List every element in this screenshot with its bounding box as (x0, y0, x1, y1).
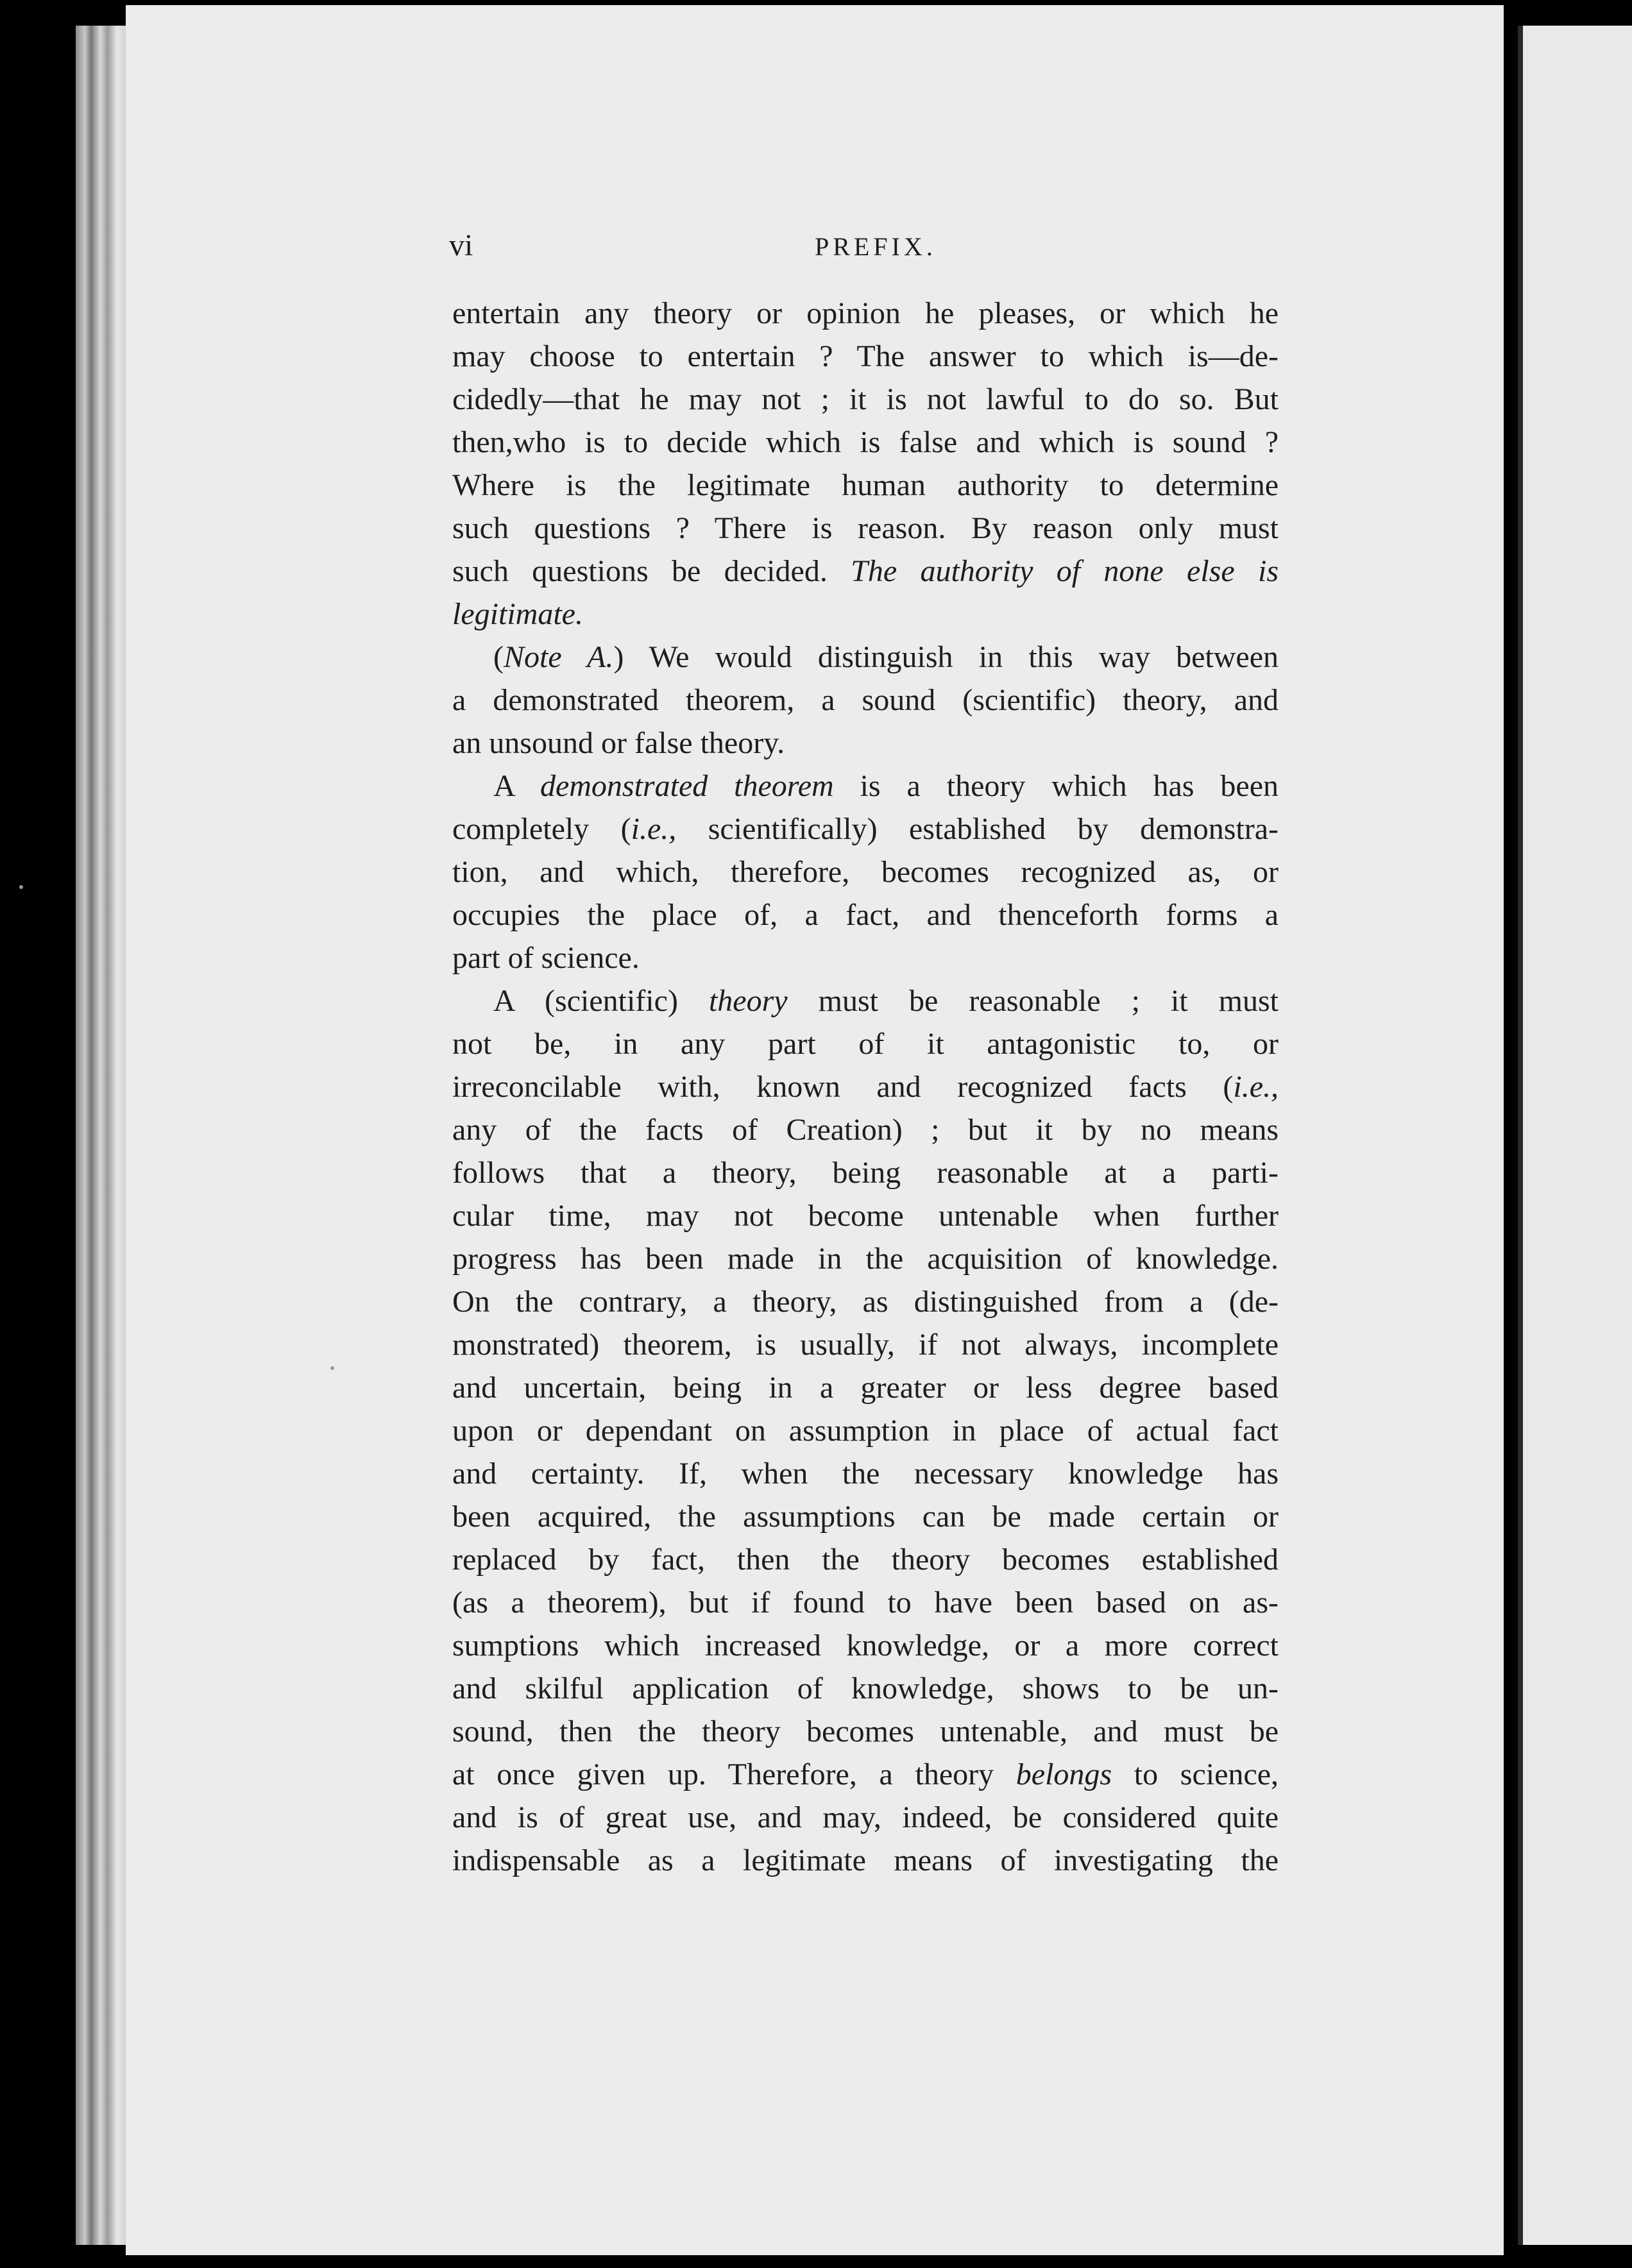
text-line: progress has been made in the acquisition of knowledge. (452, 1242, 1279, 1276)
text-line: and skilful application of knowledge, shows to be un- (452, 1671, 1279, 1705)
text-line (452, 593, 1279, 636)
text-line: any of the facts of Creation) ; but it by no means (452, 1113, 1279, 1147)
text-line: A demonstrated theorem is a theory which has been (493, 769, 1279, 803)
running-head: PREFIX. (815, 232, 937, 261)
text-line: such questions ? There is reason. By reason only must (452, 511, 1279, 545)
text-line: occupies the place of, a fact, and thenceforth forms a (452, 898, 1279, 932)
italic-phrase: theory (708, 984, 788, 1018)
text-line: a demonstrated theorem, a sound (scientific) theory, and (452, 683, 1279, 717)
page-number: vi (449, 228, 473, 262)
italic-phrase: i.e., (1233, 1070, 1279, 1104)
text-line: replaced by fact, then the theory becomes established (452, 1543, 1279, 1577)
text-line: irreconcilable with, known and recognized facts (i.e., (452, 1070, 1279, 1104)
facing-page-sliver (1518, 26, 1632, 2245)
text-line: and uncertain, being in a greater or less degree based (452, 1371, 1279, 1405)
scan-speck (330, 1366, 334, 1370)
scan-speck (19, 885, 23, 889)
text-line: an unsound or false theory. (452, 726, 785, 760)
text-line: sound, then the theory becomes untenable, and must be (452, 1714, 1279, 1748)
page-header (449, 228, 1283, 279)
text-line: may choose to entertain ? The answer to which is—de- (452, 339, 1279, 373)
text-line: cular time, may not become untenable when further (452, 1199, 1279, 1233)
italic-phrase: The authority of none else is (851, 554, 1279, 588)
book-spine-edge (76, 26, 127, 2245)
italic-phrase: belongs (1016, 1757, 1112, 1791)
text-line: monstrated) theorem, is usually, if not always, incomplete (452, 1328, 1279, 1362)
text-line: part of science. (452, 941, 640, 975)
text-line: and is of great use, and may, indeed, be considered quite (452, 1800, 1279, 1834)
text-line: (as a theorem), but if found to have been based on as- (452, 1586, 1279, 1620)
italic-phrase: demonstrated theorem (540, 769, 834, 803)
text-line: Where is the legitimate human authority to determine (452, 468, 1279, 502)
italic-phrase: i.e., (631, 812, 677, 846)
text-line: cidedly—that he may not ; it is not lawful to do so. But (452, 382, 1279, 416)
text-line: sumptions which increased knowledge, or a more correct (452, 1629, 1279, 1663)
text-line: completely (i.e., scientifically) established by demonstra- (452, 812, 1279, 846)
text-line: follows that a theory, being reasonable at a parti- (452, 1156, 1279, 1190)
text-line: (Note A.) We would distinguish in this way between (493, 640, 1279, 674)
text-line: On the contrary, a theory, as distinguished from a (de- (452, 1285, 1279, 1319)
italic-phrase: Note A. (503, 640, 614, 674)
text-line: indispensable as a legitimate means of investigating the (452, 1843, 1279, 1877)
text-line: then,who is to decide which is false and which is sound ? (452, 425, 1279, 459)
text-line: and certainty. If, when the necessary knowledge has (452, 1457, 1279, 1491)
text-line: not be, in any part of it antagonistic to, or (452, 1027, 1279, 1061)
text-line: entertain any theory or opinion he pleases, or which he (452, 296, 1279, 330)
body-text (452, 292, 1279, 1882)
text-line: such questions be decided. The authority of none else is (452, 554, 1279, 588)
text-line: at once given up. Therefore, a theory belongs to science, (452, 1757, 1279, 1791)
text-line: upon or dependant on assumption in place of actual fact (452, 1414, 1279, 1448)
italic-phrase: legitimate. (452, 597, 583, 631)
text-line: tion, and which, therefore, becomes recognized as, or (452, 855, 1279, 889)
text-line: been acquired, the assumptions can be made certain or (452, 1500, 1279, 1534)
text-line: A (scientific) theory must be reasonable ; it must (493, 984, 1279, 1018)
